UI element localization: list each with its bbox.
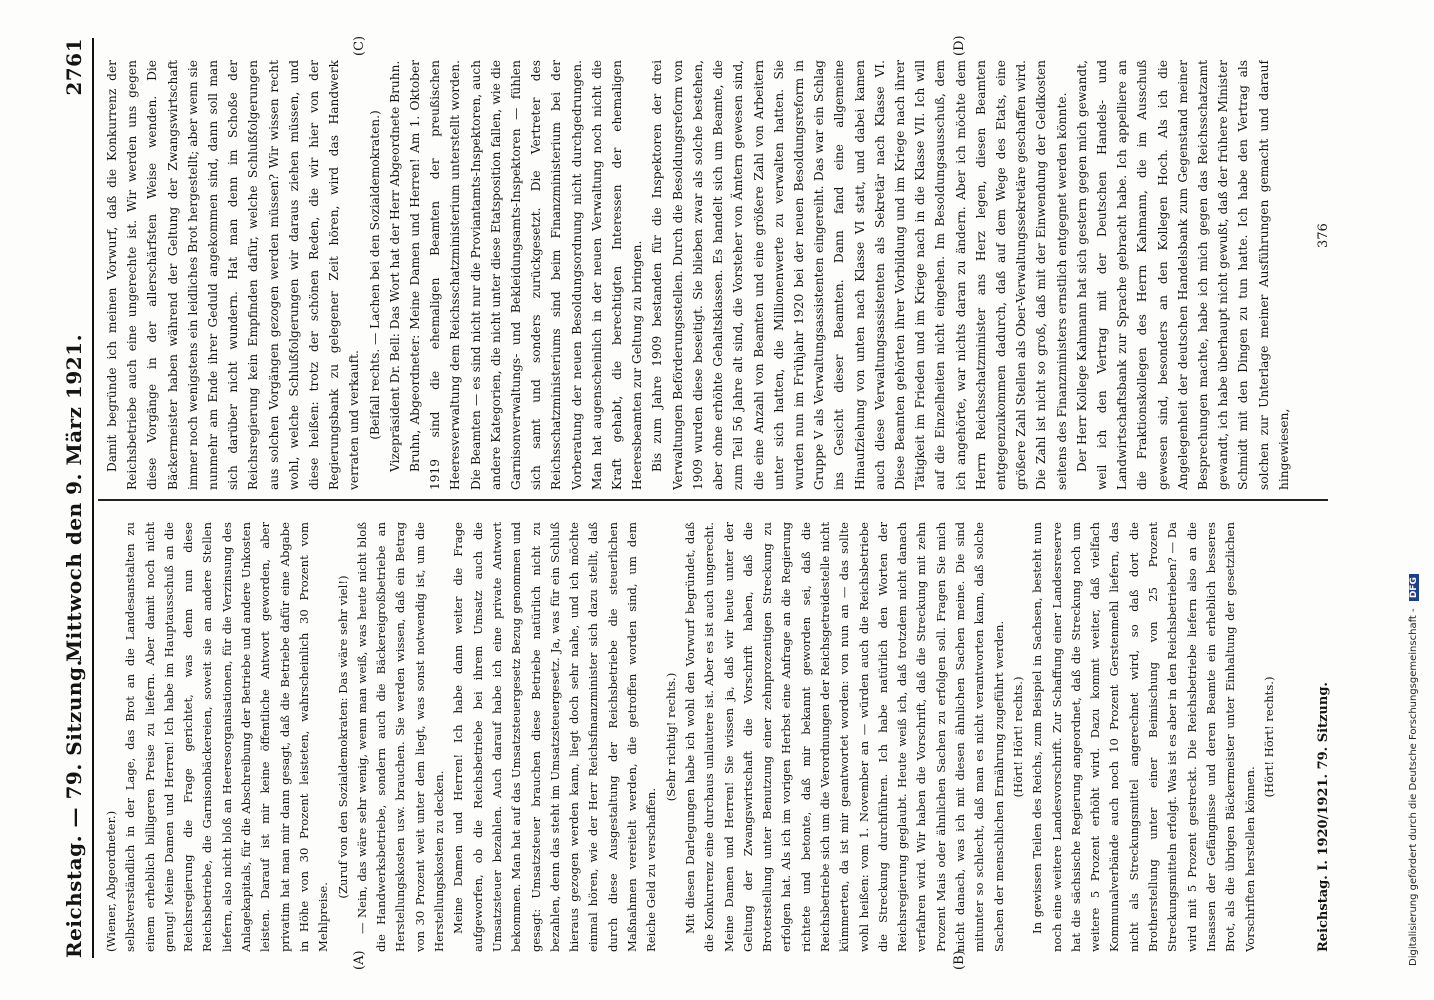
sheet-number: 376	[1316, 223, 1331, 248]
paragraph: Meine Damen und Herren! Ich habe dann weiter die Frage aufgeworfen, ob die Reichsbetriebe bei ihrem Umsatz auch die Umsatzsteuer bezahlen. Auch darauf habe ich eine private Antwort bekommen. Man hat auf das Umsatzsteuergesetz Bezug genommen und gesagt: Umsatzsteuer brauchen diese Betriebe natürlich nicht zu bezahlen, denn das steht im Umsatzsteuergesetz. Ja, was für ein Schluß hieraus gezogen werden kann, liegt doch sehr nahe, und ich möchte einmal hören, wie der Herr Reichsfinanzminister sich dazu stellt, daß durch diese Ausgestaltung der Reichsbetriebe die steuerlichen Maßnahmen vereitelt werden, die getroffen worden sind, um dem Reiche Geld zu verschaffen.	[451, 522, 659, 952]
paragraph: selbstverständlich in der Lage, das Brot an die Landesanstalten zu einem erheblich billigeren Preise zu liefern. Aber damit noch nicht genug! Meine Damen und Herren! Ich habe im Hauptausschuß an die Reichsregierung die Frage gerichtet, was denn nun diese Reichsbetriebe, die Garnisonbäckereien, soweit sie an andere Stellen liefern, also nicht bloß an Heeresorganisationen, für die Verzinsung des Anlagekapitals, für die Abschreibung der Betriebe und andere Unkosten leisten. Darauf ist mir keine öffentliche Antwort geworden, aber privatim hat man mir dann gesagt, daß die Betriebe dafür eine Abgabe in Höhe von 30 Prozent leisteten, wahrscheinlich 30 Prozent vom Mehlpreise.	[123, 522, 331, 952]
margin-label-d: (D)	[952, 35, 967, 56]
page-number: 2761	[62, 38, 86, 96]
paragraph: Mit diesen Darlegungen habe ich wohl den Vorwurf begründet, daß die Konkurrenz eine durchaus unlautere ist. Aber es ist auch ungerecht. Meine Damen und Herren! Sie wissen ja, daß wir heute unter der Geltung der Zwangswirtschaft die Vorschrift haben, daß die Broterstellung unter Benutzung einer zehnprozentigen Streckung zu erfolgen hat. Als ich im vorigen Herbst eine Anfrage an die Regierung richtete und betonte, daß mir bekannt geworden sei, daß die Reichsbetriebe sich um die Verordnungen der Reichsgetreidestelle nicht kümmerten, da ist mir geantwortet worden: von nun an — das sollte wohl heißen: vom 1. November an — würden auch die Reichsbetriebe die Streckung durchführen. Ich habe natürlich den Worten der Reichsregierung geglaubt. Heute weiß ich, daß trotzdem nicht danach verfahren wird. Wir haben die Vorschrift, daß die Streckung mit zehn Prozent Mais oder ähnlichen Sachen zu erfolgen soll. Fragen Sie mich nicht danach, was ich mit diesen ähnlichen Sachen meine. Die sind mitunter so schlecht, daß man es nicht verantworten kann, daß solche Sachen der menschlichen Ernährung zugeführt werden.	[682, 522, 1006, 952]
interjection: (Sehr richtig! rechts.)	[663, 672, 678, 802]
interjection: (Hört! Hört! rechts.)	[1261, 676, 1276, 798]
newspaper-page	[52, 28, 1382, 968]
rotated-page-content	[52, 28, 1382, 968]
right-column	[102, 60, 1312, 490]
page-header	[58, 38, 94, 958]
margin-label-b: (B)	[952, 950, 967, 970]
left-column	[102, 522, 1312, 952]
dfg-logo: DFG	[1409, 574, 1419, 601]
interjection: (Beifall rechts. — Lachen bei den Sozialdemokraten.)	[367, 110, 382, 440]
paragraph: Damit begründe ich meinen Vorwurf, daß die Konkurrenz der Reichsbetriebe auch eine ungerechte ist. Wir werden uns gegen diese Vorgänge in der allerschärfsten Weise wenden. Die Bäckermeister haben während der Geltung der Zwangswirtschaft immer noch wenigstens ein leidliches Brot hergestellt; aber wenn sie nunmehr am Ende ihrer Geduld angekommen sind, dann soll man sich darüber nicht wundern. Hat man denn im Schoße der Reichsregierung kein Empfinden dafür, welche Schlußfolgerungen aus solchen Vorgängen gezogen werden müssen? Wir wissen recht wohl, welche Schlußfolgerungen wir daraus ziehen müssen, und diese heißen: trotz der schönen Reden, die wir hier von der Regierungsbank zu gelegener Zeit hören, wird das Handwerk verraten und verkauft.	[105, 60, 362, 490]
margin-label-a: (A)	[352, 950, 367, 970]
footer-citation: Reichstag. I. 1920/1921. 79. Sitzung.	[1316, 682, 1331, 952]
paragraph: In gewissen Teilen des Reichs, zum Beispiel in Sachsen, besteht nun noch eine weitere Landesvorschrift. Zur Schaffung einer Landesreserve hat die sächsische Regierung angeordnet, daß die Streckung noch um weitere 5 Prozent erhöht wird. Dazu kommt weiter, daß vielfach Kommunalverbände auch noch 10 Prozent Gerstenmehl liefern, das nicht als Streckungsmittel angerechnet wird, so daß dort die Brotherstellung unter einer Beimischung von 25 Prozent Streckungsmitteln erfolgt. Was ist es aber in den Reichsbetrieben? — Da wird mit 5 Prozent gestreckt. Die Reichsbetriebe liefern also an die Insassen der Gefängnisse und deren Beamte ein erheblich besseres Brot, als die übrigen Bäckermeister unter Einhaltung der gesetzlichen Vorschriften herstellen können.	[1030, 522, 1257, 952]
paragraph: Bruhn, Abgeordneter: Meine Damen und Herren! Am 1. Oktober 1919 sind die ehemaligen Beamten der preußischen Heeresverwaltung dem Reichsschatzministerium unterstellt worden. Die Beamten — es sind nicht nur die Proviantamts-Inspektoren, auch andere Kategorien, die nicht unter diese Etatsposition fallen, wie die Garnisonverwaltungs- und Bekleidungsamts-Inspektoren — fühlen sich samt und sonders zurückgesetzt. Die Vertreter des Reichsschatzministeriums sind beim Finanzministerium bei der Vorberatung der neuen Besoldungsordnung nicht durchgedrungen. Man hat augenscheinlich in der neuen Verwaltung noch nicht die Kraft gehabt, die berechtigten Interessen der ehemaligen Heeresbeamten zur Geltung zu bringen.	[408, 60, 645, 490]
digitization-note	[1404, 0, 1434, 1000]
interjection: (Hört! Hört! rechts.)	[1010, 676, 1025, 798]
margin-label-c: (C)	[352, 35, 367, 56]
paragraph: (Wiener, Abgeordneter.)	[104, 810, 118, 952]
paragraph: Bis zum Jahre 1909 bestanden für die Inspektoren der drei Verwaltungen Beförderungsstellen. Durch die Besoldungsreform von 1909 wurden diese beseitigt. Sie blieben zwar als solche bestehen, aber ohne erhöhte Gehaltsklassen. Es handelt sich um Beamte, die zum Teil 56 Jahre alt sind, die Vorsteher von Ämtern gewesen sind, die eine Anzahl von Beamten und eine größere Zahl von Arbeitern unter sich hatten, die Millionenwerte zu verwalten hatten. Sie wurden nun im Frühjahr 1920 bei der neuen Besoldungsreform in Gruppe V als Verwaltungsassistenten eingereiht. Das war ein Schlag ins Gesicht dieser Beamten. Dann fand eine allgemeine Hinaufziehung von unten nach Klasse VI statt, und dabei kamen auch diese Verwaltungsassistenten als Sekretär nach Klasse VI. Diese Beamten gehörten ihrer Vorbildung und im Kriege nach ihrer Tätigkeit im Frieden und im Kriege nach in die Klasse VII. Ich will auf die Einzelheiten nicht eingehen. Im Besoldungsausschuß, dem ich angehörte, war nichts daran zu ändern. Aber ich möchte dem Herrn Reichsschatzminister ans Herz legen, diesen Beamten entgegenzukommen dadurch, daß auf dem Wege des Etats, eine größere Zahl Stellen als Ober-Verwaltungssekretäre geschaffen wird. Die Zahl ist nicht so groß, daß mit der Einwendung der Geldkosten seitens des Finanzministers ernstlich entgegnet werden könnte.	[650, 60, 1069, 490]
interjection: (Zuruf von den Sozialdemokraten: Das wäre sehr viel!)	[335, 575, 350, 899]
paragraph: — Nein, das wäre sehr wenig, wenn man weiß, was heute nicht bloß die Handwerksbetriebe, sondern auch die Bäckereigroßbetriebe an Herstellungskosten usw. brauchen. Sie werden wissen, daß ein Betrag von 30 Prozent weit unter dem liegt, was sonst notwendig ist, um die Herstellungskosten zu decken.	[354, 522, 447, 952]
paragraph: Vizepräsident Dr. Bell: Das Wort hat der Herr Abgeordnete Bruhn.	[387, 60, 402, 472]
column-divider	[98, 500, 1328, 502]
header-date: Mittwoch den 9. März 1921.	[62, 333, 86, 663]
paragraph: Der Herr Kollege Kahmann hat sich gestern gegen mich gewandt, weil ich den Vertrag mit der Deutschen Handels- und Landwirtschaftsbank zur Sprache gebracht habe. Ich appelliere an die Fraktionskollegen des Herrn Kahmann, die im Ausschuß gewesen sind, besonders an den Kollegen Hoch. Als ich die Angelegenheit der deutschen Handelsbank zum Gegenstand meiner Besprechungen machte, habe ich mich gegen das Reichsschatzamt gewandt, ich habe überhaupt nicht gewußt, daß der frühere Minister Schmidt mit den Dingen zu tun hatte. Ich habe den Vertrag als solchen zur Unterlage meiner Ausführungen gemacht und darauf hingewiesen,	[1074, 60, 1291, 490]
header-left: Reichstag. — 79. Sitzung.	[62, 659, 86, 958]
digitization-text: Digitalisierung gefördert durch die Deutsche Forschungsgemeinschaft -	[1408, 608, 1419, 966]
